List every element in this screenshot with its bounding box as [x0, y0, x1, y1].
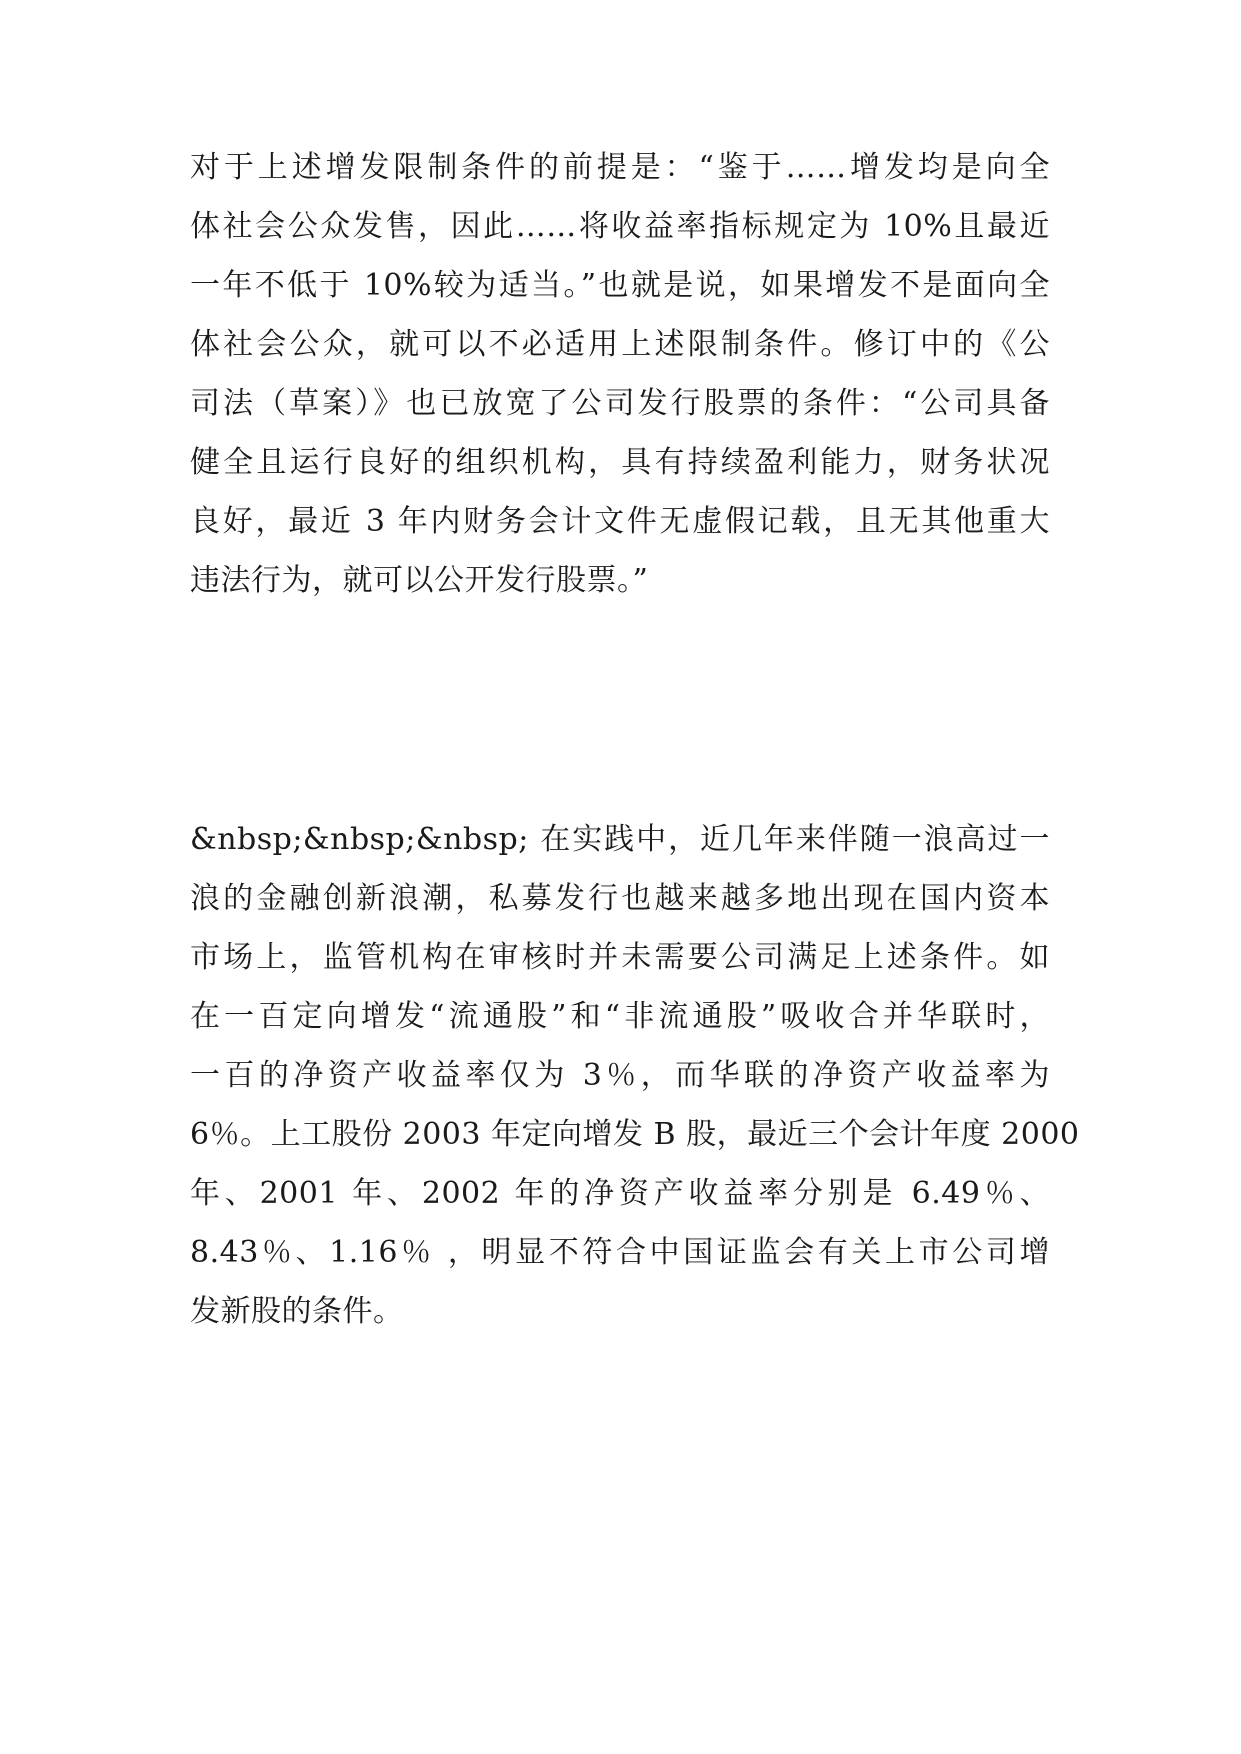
paragraph-2-line: 市场上，监管机构在审核时并未需要公司满足上述条件。如	[190, 940, 1050, 975]
paragraph-1-line: 司法（草案）》也已放宽了公司发行股票的条件：“公司具备	[190, 386, 1050, 421]
paragraph-1-line: 一年不低于 10%较为适当。”也就是说，如果增发不是面向全	[190, 268, 1050, 303]
paragraph-1-line: 健全且运行良好的组织机构，具有持续盈利能力，财务状况	[190, 445, 1050, 480]
paragraph-1-line: 违法行为，就可以公开发行股票。”	[190, 563, 649, 598]
paragraph-2-line: 一百的净资产收益率仅为 3％，而华联的净资产收益率为	[190, 1058, 1050, 1093]
paragraph-1-line: 对于上述增发限制条件的前提是：“鉴于……增发均是向全	[190, 150, 1050, 185]
paragraph-1-line: 良好，最近 3 年内财务会计文件无虚假记载，且无其他重大	[190, 504, 1050, 539]
paragraph-2-line: 年、2001 年、2002 年的净资产收益率分别是 6.49％、	[190, 1176, 1050, 1211]
paragraph-2-line: 发新股的条件。	[190, 1294, 404, 1329]
paragraph-2-line: 6％。上工股份 2003 年定向增发 B 股，最近三个会计年度 2000	[190, 1117, 1080, 1152]
paragraph-2-line: 8.43％、1.16％ ，明显不符合中国证监会有关上市公司增	[190, 1235, 1050, 1270]
paragraph-1-line: 体社会公众发售，因此……将收益率指标规定为 10%且最近	[190, 209, 1050, 244]
paragraph-2-line: 浪的金融创新浪潮，私募发行也越来越多地出现在国内资本	[190, 881, 1050, 916]
paragraph-2-line: 在一百定向增发“流通股”和“非流通股”吸收合并华联时，	[190, 999, 1050, 1034]
paragraph-2-line: &nbsp;&nbsp;&nbsp; 在实践中，近几年来伴随一浪高过一	[190, 822, 1050, 857]
paragraph-1-line: 体社会公众，就可以不必适用上述限制条件。修订中的《公	[190, 327, 1050, 362]
